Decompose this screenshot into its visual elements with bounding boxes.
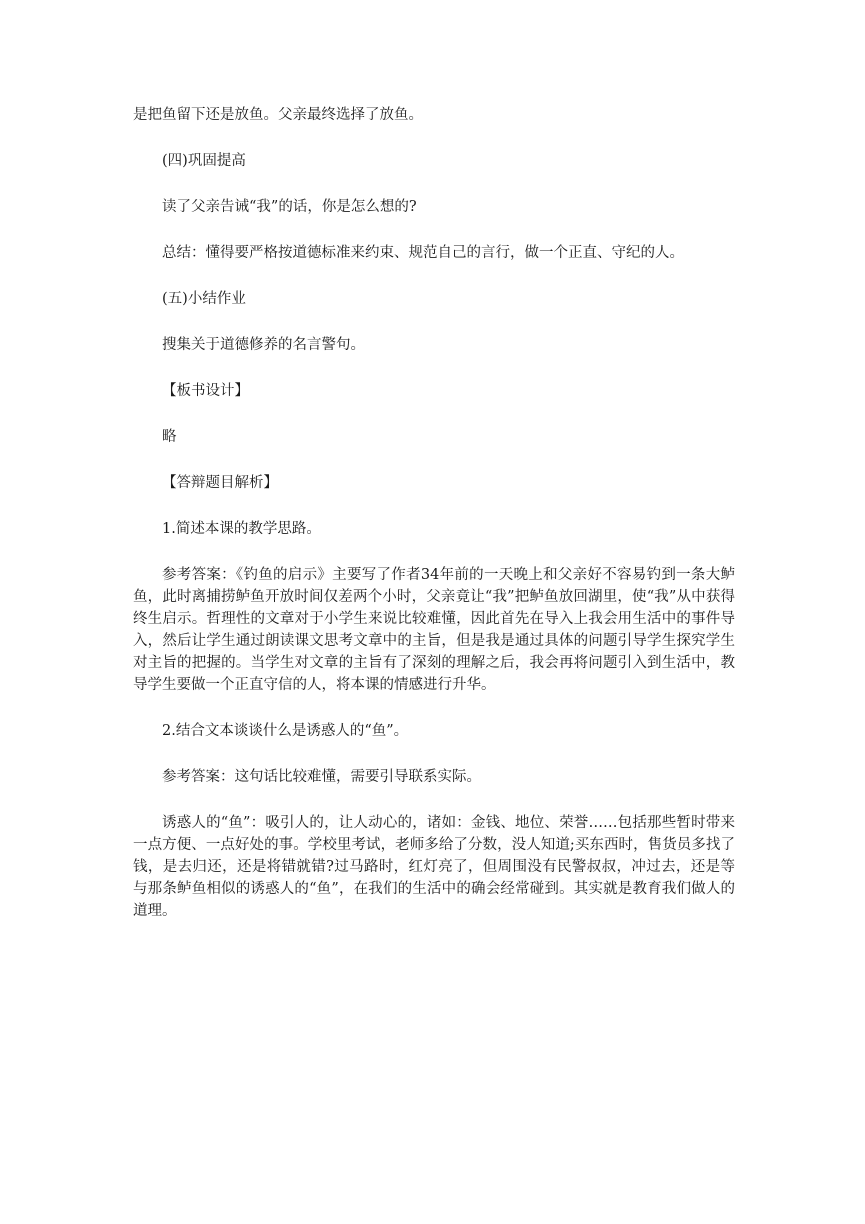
answer-1: 参考答案：《钓鱼的启示》主要写了作者34年前的一天晚上和父亲好不容易钓到一条大鲈鱼，此时离捕捞鲈鱼开放时间仅差两个小时，父亲竟让“我”把鲈鱼放回湖里，使“我”从中获得终生启示。哲理性的文章对于小学生来说比较难懂，因此首先在导入上我会用生活中的事件导入，然后让学生通过朗读课文思考文章中的主旨，但是我是通过具体的问题引导学生探究学生对主旨的把握的。当学生对文章的主旨有了深刻的理解之后，我会再将问题引入到生活中，教导学生要做一个正直守信的人，将本课的情感进行升华。 [133,567,735,693]
paragraph-summary: 总结：懂得要严格按道德标准来约束、规范自己的言行，做一个正直、守纪的人。 [162,245,684,261]
paragraph-board-design: 略 [162,429,177,445]
section-heading-defense: 【答辩题目解析】 [162,475,278,491]
answer-2-intro: 参考答案：这句话比较难懂，需要引导联系实际。 [162,769,481,785]
paragraph-question: 读了父亲告诫“我”的话，你是怎么想的? [162,199,417,215]
paragraph-homework: 搜集关于道德修养的名言警句。 [162,337,365,353]
document-page [133,104,735,946]
section-heading-board-design: 【板书设计】 [162,383,249,399]
question-2: 2.结合文本谈谈什么是诱惑人的“鱼”。 [162,723,409,739]
section-heading-consolidate: (四)巩固提高 [162,153,246,169]
answer-2-detail: 诱惑人的“鱼”：吸引人的，让人动心的，诸如：金钱、地位、荣誉……包括那些暂时带来一点方便、一点好处的事。学校里考试，老师多给了分数，没人知道;买东西时，售货员多找了钱，是去归还，还是将错就错?过马路时，红灯亮了，但周围没有民警叔叔，冲过去，还是等与那条鲈鱼相似的诱惑人的“鱼”，在我们的生活中的确会经常碰到。其实就是教育我们做人的道理。 [133,815,735,919]
paragraph-continuation: 是把鱼留下还是放鱼。父亲最终选择了放鱼。 [133,107,423,123]
section-heading-homework: (五)小结作业 [162,291,246,307]
question-1: 1.简述本课的教学思路。 [162,521,321,537]
